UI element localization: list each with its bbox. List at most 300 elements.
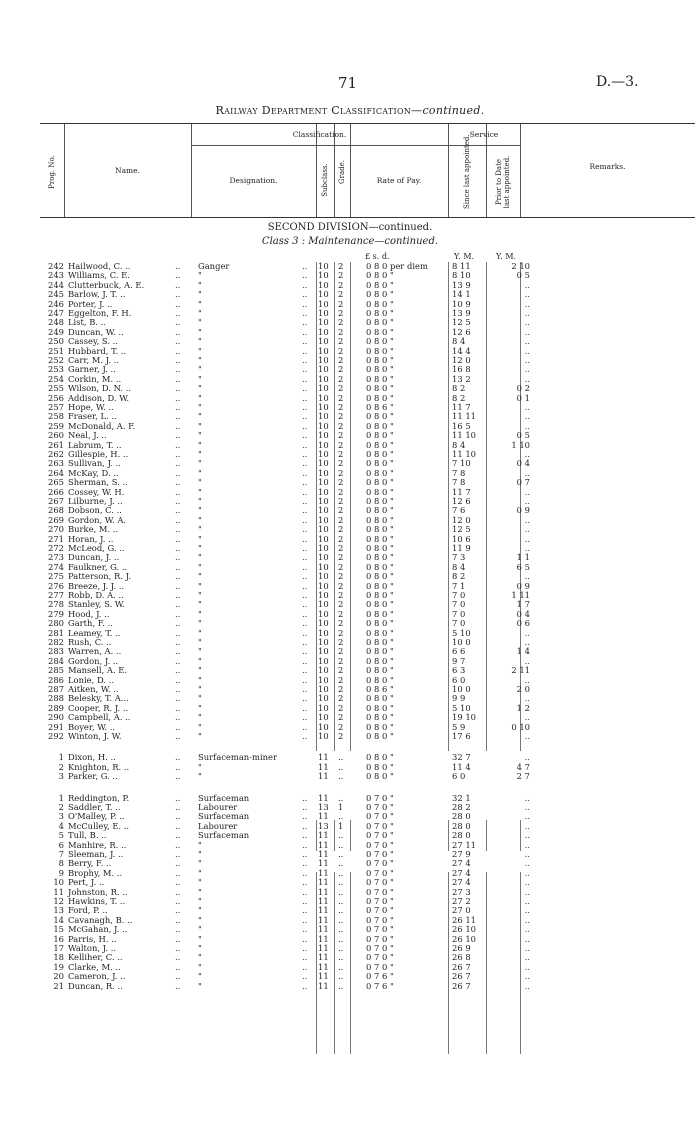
cell-leader-dots: .. — [302, 914, 308, 925]
cell-designation: " — [198, 439, 202, 450]
cell-leader-dots: .. — [175, 674, 181, 685]
cell-prog-no: 259 — [48, 420, 64, 431]
cell-since-last-appointed: 11 10 — [452, 430, 476, 441]
cell-prog-no: 245 — [48, 289, 64, 300]
cell-grade: 2 — [338, 684, 344, 694]
cell-since-last-appointed: 12 5 — [452, 524, 471, 535]
cell-rate-of-pay: 0 8 0 " — [366, 761, 394, 772]
cell-prog-no: 291 — [48, 721, 64, 732]
cell-grade: 2 — [338, 590, 344, 600]
cell-leader-dots: .. — [175, 839, 181, 850]
cell-rate-of-pay: 0 8 0 " — [366, 693, 394, 704]
cell-subclass: 11 — [318, 914, 329, 925]
cell-prog-no: 9 — [58, 867, 64, 878]
cell-rate-of-pay: 0 8 0 " — [366, 308, 394, 318]
cell-rate-of-pay: 0 8 0 " — [366, 364, 394, 375]
cell-prog-no: 283 — [48, 646, 64, 657]
cell-leader-dots: .. — [175, 336, 181, 347]
cell-prior-to-date: 6 5 — [516, 561, 530, 572]
cell-rate-of-pay: 0 8 0 " — [366, 571, 394, 582]
cell-name: Hope, W. .. — [68, 402, 114, 412]
cell-designation: " — [198, 731, 202, 741]
cell-prog-no: 15 — [53, 924, 64, 935]
cell-leader-dots: .. — [175, 731, 181, 741]
cell-prior-to-date: .. — [524, 980, 530, 991]
cell-name: Garner, J. .. — [68, 364, 116, 375]
cell-rate-of-pay: 0 8 0 " — [366, 608, 394, 619]
table-row — [40, 925, 695, 934]
cell-leader-dots: .. — [302, 524, 308, 535]
cell-prog-no: 3 — [58, 811, 64, 822]
cell-rate-of-pay: 0 7 0 " — [366, 830, 394, 841]
cell-leader-dots: .. — [302, 618, 308, 629]
cell-prog-no: 242 — [48, 261, 64, 271]
cell-grade: 2 — [338, 655, 344, 666]
cell-leader-dots: .. — [302, 261, 308, 271]
cell-subclass: 10 — [318, 477, 329, 488]
cell-leader-dots: .. — [175, 430, 181, 441]
cell-since-last-appointed: 27 0 — [452, 905, 471, 916]
cell-leader-dots: .. — [175, 792, 181, 803]
cell-subclass: 10 — [318, 646, 329, 657]
cell-leader-dots: .. — [302, 961, 308, 972]
cell-designation: Ganger — [198, 261, 230, 271]
cell-subclass: 10 — [318, 599, 329, 610]
cell-grade: 2 — [338, 298, 344, 309]
cell-grade: 2 — [338, 420, 344, 431]
table-row — [40, 878, 695, 887]
cell-since-last-appointed: 26 7 — [452, 980, 471, 991]
cell-subclass: 11 — [318, 858, 329, 869]
cell-name: Barlow, J. T. .. — [68, 289, 126, 300]
cell-rate-of-pay: 0 8 0 " — [366, 618, 394, 629]
cell-designation: " — [198, 496, 202, 506]
cell-subclass: 11 — [318, 952, 329, 963]
cell-since-last-appointed: 10 9 — [452, 298, 471, 309]
cell-subclass: 10 — [318, 731, 329, 741]
units-rate: £ s. d. — [365, 252, 390, 261]
cell-leader-dots: .. — [175, 308, 181, 318]
cell-grade: 2 — [338, 627, 344, 638]
cell-prior-to-date: .. — [524, 449, 530, 459]
cell-leader-dots: .. — [302, 867, 308, 878]
cell-since-last-appointed: 28 2 — [452, 802, 471, 812]
cell-subclass: 10 — [318, 674, 329, 685]
cell-rate-of-pay: 0 8 0 " — [366, 345, 394, 356]
cell-rate-of-pay: 0 8 0 " — [366, 420, 394, 431]
cell-designation: " — [198, 684, 202, 694]
cell-rate-of-pay: 0 8 0 " — [366, 637, 394, 647]
cell-prog-no: 276 — [48, 580, 64, 591]
cell-rate-of-pay: 0 8 0 " — [366, 270, 394, 281]
cell-since-last-appointed: 8 10 — [452, 270, 471, 281]
cell-name: Patterson, R. J. — [68, 571, 131, 582]
cell-name: Robb, D. A. .. — [68, 590, 124, 600]
cell-subclass: 11 — [318, 971, 329, 982]
cell-grade: 2 — [338, 524, 344, 535]
table-row — [40, 525, 695, 534]
cell-since-last-appointed: 7 10 — [452, 458, 471, 469]
cell-grade: 2 — [338, 326, 344, 337]
cell-subclass: 10 — [318, 308, 329, 318]
cell-since-last-appointed: 6 6 — [452, 646, 466, 657]
header-name: Name. — [115, 166, 140, 175]
cell-subclass: 10 — [318, 543, 329, 553]
cell-name: Porter, J. .. — [68, 298, 113, 309]
cell-prior-to-date: .. — [524, 326, 530, 337]
cell-grade: .. — [338, 792, 344, 803]
cell-leader-dots: .. — [302, 355, 308, 365]
header-classification: Classification. — [292, 130, 347, 139]
cell-grade: 2 — [338, 571, 344, 582]
cell-grade: 2 — [338, 270, 344, 281]
cell-grade: 2 — [338, 693, 344, 704]
cell-leader-dots: .. — [175, 552, 181, 563]
table-row — [40, 972, 695, 981]
cell-designation: " — [198, 317, 202, 328]
cell-grade: 2 — [338, 411, 344, 422]
cell-grade: .. — [338, 761, 344, 772]
cell-subclass: 10 — [318, 608, 329, 619]
cell-leader-dots: .. — [302, 514, 308, 525]
cell-prior-to-date: .. — [524, 336, 530, 347]
cell-prior-to-date: 0 9 — [516, 505, 530, 516]
cell-prog-no: 2 — [58, 761, 64, 772]
cell-prior-to-date: .. — [524, 849, 530, 859]
cell-prior-to-date: .. — [524, 839, 530, 850]
cell-name: Gordon, W. A. — [68, 514, 127, 525]
cell-designation: Surfaceman-miner — [198, 752, 278, 763]
cell-prior-to-date: .. — [524, 886, 530, 897]
cell-name: Sherman, S. .. — [68, 477, 128, 488]
cell-designation: " — [198, 618, 202, 629]
cell-prog-no: 1 — [58, 752, 64, 763]
cell-rate-of-pay: 0 7 0 " — [366, 952, 394, 963]
cell-since-last-appointed: 5 10 — [452, 702, 471, 713]
cell-leader-dots: .. — [302, 980, 308, 991]
cell-subclass: 10 — [318, 383, 329, 394]
table-row — [40, 478, 695, 487]
cell-name: Eggelton, F. H. — [68, 308, 132, 318]
cell-leader-dots: .. — [302, 655, 308, 666]
cell-designation: " — [198, 270, 202, 281]
cell-subclass: 10 — [318, 364, 329, 375]
cell-designation: " — [198, 693, 202, 704]
cell-since-last-appointed: 12 6 — [452, 326, 471, 337]
cell-prior-to-date: .. — [524, 896, 530, 906]
cell-grade: .. — [338, 771, 344, 782]
cell-rate-of-pay: 0 8 0 " — [366, 665, 394, 676]
cell-subclass: 11 — [318, 905, 329, 916]
cell-designation: " — [198, 514, 202, 525]
cell-prior-to-date: .. — [524, 298, 530, 309]
cell-rate-of-pay: 0 8 0 " — [366, 298, 394, 309]
cell-name: Hailwood, C. .. — [68, 261, 131, 271]
cell-name: Lonie, D. .. — [68, 674, 115, 685]
cell-designation: " — [198, 674, 202, 685]
cell-since-last-appointed: 27 4 — [452, 858, 471, 869]
cell-prior-to-date: 0 9 — [516, 580, 530, 591]
cell-grade: .. — [338, 905, 344, 916]
cell-since-last-appointed: 28 0 — [452, 820, 471, 831]
table-row — [40, 982, 695, 991]
cell-leader-dots: .. — [175, 914, 181, 925]
cell-leader-dots: .. — [302, 599, 308, 610]
cell-prog-no: 258 — [48, 411, 64, 422]
section-title: SECOND DIVISION—continued. — [267, 222, 433, 233]
cell-name: Cossey, W. H. — [68, 486, 125, 497]
cell-leader-dots: .. — [302, 792, 308, 803]
cell-leader-dots: .. — [175, 355, 181, 365]
units-prior: Y. M. — [496, 252, 517, 261]
cell-leader-dots: .. — [175, 655, 181, 666]
cell-since-last-appointed: 26 9 — [452, 943, 471, 953]
cell-subclass: 10 — [318, 637, 329, 647]
cell-subclass: 11 — [318, 811, 329, 822]
cell-since-last-appointed: 11 7 — [452, 402, 471, 412]
cell-subclass: 10 — [318, 524, 329, 535]
cell-leader-dots: .. — [302, 858, 308, 869]
cell-leader-dots: .. — [175, 345, 181, 356]
cell-designation: " — [198, 326, 202, 337]
cell-grade: 2 — [338, 345, 344, 356]
cell-since-last-appointed: 10 6 — [452, 533, 471, 544]
cell-prior-to-date: .. — [524, 308, 530, 318]
cell-prog-no: 271 — [48, 533, 64, 544]
cell-leader-dots: .. — [302, 411, 308, 422]
cell-rate-of-pay: 0 8 0 " — [366, 561, 394, 572]
cell-since-last-appointed: 16 5 — [452, 420, 471, 431]
header-remarks: Remarks. — [589, 162, 626, 171]
cell-subclass: 11 — [318, 839, 329, 850]
cell-prior-to-date: .. — [524, 627, 530, 638]
cell-rate-of-pay: 0 8 0 " — [366, 721, 394, 732]
cell-leader-dots: .. — [302, 552, 308, 563]
cell-prior-to-date: 1 11 — [511, 590, 530, 600]
cell-prog-no: 282 — [48, 637, 64, 647]
table-row — [40, 431, 695, 440]
cell-subclass: 10 — [318, 712, 329, 723]
cell-name: Pert, J. .. — [68, 877, 105, 888]
cell-leader-dots: .. — [175, 477, 181, 488]
cell-since-last-appointed: 10 0 — [452, 637, 471, 647]
cell-leader-dots: .. — [302, 731, 308, 741]
cell-name: Manhire, R. .. — [68, 839, 127, 850]
cell-designation: " — [198, 543, 202, 553]
cell-leader-dots: .. — [175, 896, 181, 906]
cell-leader-dots: .. — [302, 279, 308, 290]
cell-leader-dots: .. — [302, 721, 308, 732]
cell-name: Clarke, M. .. — [68, 961, 121, 972]
cell-rate-of-pay: 0 8 0 " — [366, 496, 394, 506]
cell-prog-no: 21 — [53, 980, 64, 991]
cell-leader-dots: .. — [302, 364, 308, 375]
cell-subclass: 10 — [318, 721, 329, 732]
cell-rate-of-pay: 0 8 6 " — [366, 684, 394, 694]
cell-prior-to-date: .. — [524, 792, 530, 803]
cell-prior-to-date: 1 10 — [511, 439, 530, 450]
cell-prior-to-date: .. — [524, 486, 530, 497]
cell-prior-to-date: .. — [524, 411, 530, 422]
cell-prior-to-date: .. — [524, 289, 530, 300]
cell-subclass: 11 — [318, 877, 329, 888]
cell-name: Saddler, T. .. — [68, 802, 121, 812]
page-title-main: Railway Department Classification— — [215, 104, 423, 117]
page-number: 71 — [338, 74, 358, 92]
cell-subclass: 10 — [318, 326, 329, 337]
cell-subclass: 10 — [318, 392, 329, 403]
cell-grade: 2 — [338, 505, 344, 516]
cell-designation: " — [198, 458, 202, 469]
cell-name: Ford, P. .. — [68, 905, 108, 916]
cell-prior-to-date: .. — [524, 693, 530, 704]
cell-rate-of-pay: 0 8 0 " — [366, 279, 394, 290]
cell-since-last-appointed: 26 11 — [452, 914, 476, 925]
cell-since-last-appointed: 8 4 — [452, 439, 466, 450]
cell-name: McLeod, G. .. — [68, 543, 125, 553]
cell-name: Wilson, D. N. .. — [68, 383, 132, 394]
cell-subclass: 10 — [318, 289, 329, 300]
cell-name: Hood, J. .. — [68, 608, 110, 619]
cell-prog-no: 268 — [48, 505, 64, 516]
cell-leader-dots: .. — [175, 561, 181, 572]
cell-subclass: 10 — [318, 655, 329, 666]
cell-prior-to-date: .. — [524, 373, 530, 384]
cell-prior-to-date: .. — [524, 355, 530, 365]
cell-designation: Surfaceman — [198, 830, 250, 841]
cell-name: Rush, C. .. — [68, 637, 112, 647]
cell-designation: " — [198, 477, 202, 488]
cell-grade: .. — [338, 811, 344, 822]
cell-subclass: 10 — [318, 467, 329, 478]
cell-prog-no: 256 — [48, 392, 64, 403]
cell-prior-to-date: .. — [524, 802, 530, 812]
cell-leader-dots: .. — [175, 877, 181, 888]
table-row — [40, 337, 695, 346]
cell-grade: .. — [338, 933, 344, 944]
cell-designation: " — [198, 886, 202, 897]
cell-prog-no: 273 — [48, 552, 64, 563]
cell-grade: .. — [338, 914, 344, 925]
cell-leader-dots: .. — [175, 514, 181, 525]
cell-subclass: 10 — [318, 298, 329, 309]
cell-subclass: 10 — [318, 496, 329, 506]
cell-prog-no: 281 — [48, 627, 64, 638]
cell-rate-of-pay: 0 8 0 " — [366, 533, 394, 544]
cell-rate-of-pay: 0 8 0 " — [366, 752, 394, 763]
cell-grade: 2 — [338, 731, 344, 741]
cell-designation: " — [198, 867, 202, 878]
cell-subclass: 10 — [318, 373, 329, 384]
cell-leader-dots: .. — [302, 712, 308, 723]
cell-prog-no: 272 — [48, 543, 64, 553]
cell-prior-to-date: .. — [524, 420, 530, 431]
cell-leader-dots: .. — [302, 496, 308, 506]
cell-grade: 2 — [338, 721, 344, 732]
cell-prog-no: 18 — [53, 952, 64, 963]
cell-rate-of-pay: 0 8 0 " — [366, 373, 394, 384]
cell-name: Burke, M. .. — [68, 524, 119, 535]
cell-prog-no: 285 — [48, 665, 64, 676]
cell-leader-dots: .. — [302, 308, 308, 318]
cell-since-last-appointed: 27 2 — [452, 896, 471, 906]
cell-prog-no: 10 — [53, 877, 64, 888]
cell-prog-no: 270 — [48, 524, 64, 535]
cell-since-last-appointed: 27 9 — [452, 849, 471, 859]
cell-leader-dots: .. — [175, 858, 181, 869]
cell-name: Johnston, R. .. — [68, 886, 128, 897]
cell-leader-dots: .. — [302, 674, 308, 685]
cell-subclass: 10 — [318, 665, 329, 676]
cell-prog-no: 17 — [53, 943, 64, 953]
cell-prog-no: 255 — [48, 383, 64, 394]
cell-name: Dixon, H. .. — [68, 752, 116, 763]
cell-name: Tull, B. .. — [68, 830, 107, 841]
cell-grade: 2 — [338, 561, 344, 572]
cell-leader-dots: .. — [175, 439, 181, 450]
cell-subclass: 10 — [318, 486, 329, 497]
cell-designation: " — [198, 877, 202, 888]
cell-designation: " — [198, 646, 202, 657]
cell-prior-to-date: 0 4 — [516, 458, 530, 469]
cell-designation: " — [198, 905, 202, 916]
cell-leader-dots: .. — [175, 952, 181, 963]
cell-grade: 2 — [338, 477, 344, 488]
cell-since-last-appointed: 7 6 — [452, 505, 466, 516]
cell-subclass: 10 — [318, 430, 329, 441]
cell-prior-to-date: .. — [524, 317, 530, 328]
cell-grade: .. — [338, 971, 344, 982]
cell-designation: " — [198, 524, 202, 535]
cell-rate-of-pay: 0 8 0 " — [366, 392, 394, 403]
cell-designation: " — [198, 411, 202, 422]
cell-leader-dots: .. — [302, 905, 308, 916]
cell-prior-to-date: .. — [524, 933, 530, 944]
cell-leader-dots: .. — [302, 439, 308, 450]
header-designation: Designation. — [229, 176, 278, 185]
cell-rate-of-pay: 0 8 0 " — [366, 326, 394, 337]
cell-prior-to-date: .. — [524, 345, 530, 356]
cell-name: Winton, J. W. — [68, 731, 122, 741]
cell-name: Belesky, T. A... — [68, 693, 129, 704]
cell-rate-of-pay: 0 7 0 " — [366, 811, 394, 822]
cell-rate-of-pay: 0 8 0 " — [366, 627, 394, 638]
cell-designation: " — [198, 505, 202, 516]
cell-rate-of-pay: 0 7 0 " — [366, 839, 394, 850]
cell-since-last-appointed: 11 4 — [452, 761, 471, 772]
cell-since-last-appointed: 32 1 — [452, 792, 471, 803]
cell-since-last-appointed: 27 4 — [452, 867, 471, 878]
page-title-continued: continued. — [422, 104, 485, 117]
table-row — [40, 384, 695, 393]
cell-prior-to-date: 0 1 — [516, 392, 530, 403]
cell-grade: .. — [338, 886, 344, 897]
cell-leader-dots: .. — [302, 877, 308, 888]
cell-prog-no: 254 — [48, 373, 64, 384]
cell-prog-no: 288 — [48, 693, 64, 704]
cell-name: Horan, J. .. — [68, 533, 114, 544]
cell-leader-dots: .. — [302, 849, 308, 859]
cell-leader-dots: .. — [175, 392, 181, 403]
cell-rate-of-pay: 0 8 0 " — [366, 355, 394, 365]
cell-rate-of-pay: 0 8 6 " — [366, 402, 394, 412]
cell-rate-of-pay: 0 7 0 " — [366, 802, 394, 812]
cell-designation: " — [198, 552, 202, 563]
cell-since-last-appointed: 16 8 — [452, 364, 471, 375]
cell-name: Gordon, J. .. — [68, 655, 119, 666]
cell-prog-no: 279 — [48, 608, 64, 619]
cell-grade: 2 — [338, 580, 344, 591]
